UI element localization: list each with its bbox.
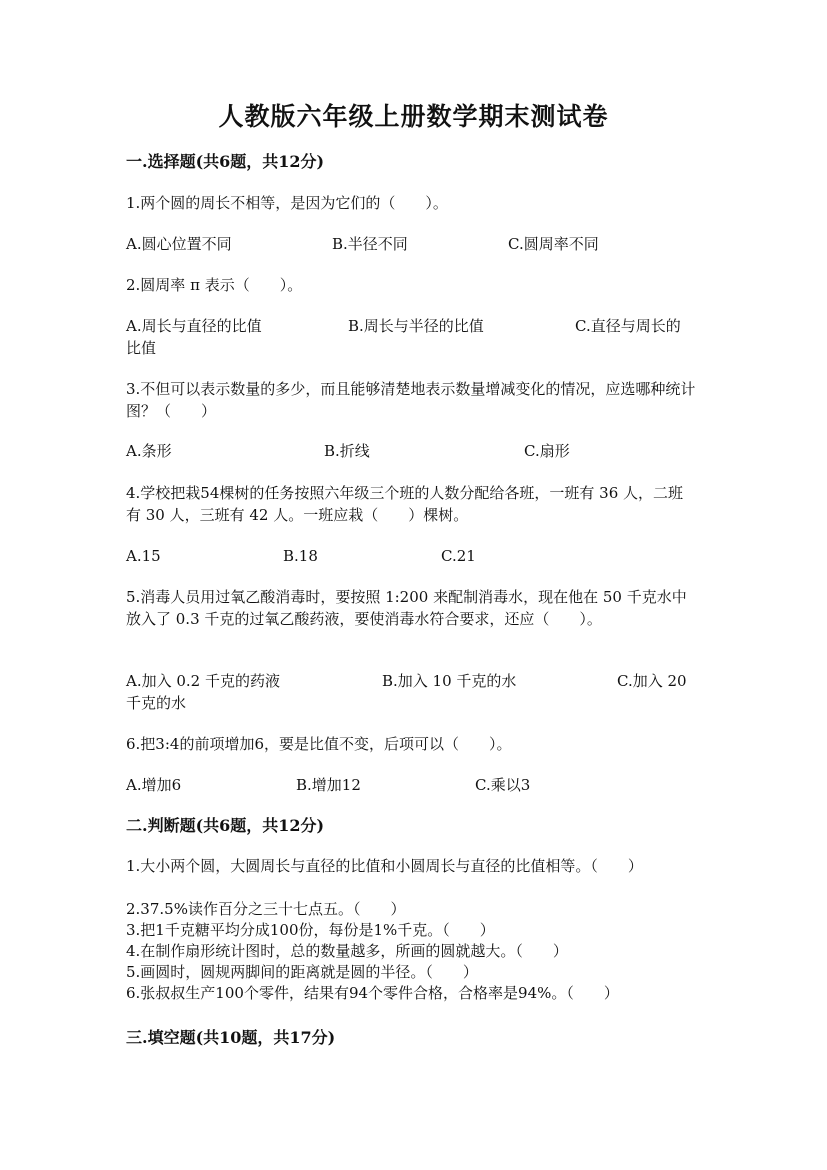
option-c: C.圆周率不同 (508, 235, 599, 253)
question-text: 4.学校把栽54棵树的任务按照六年级三个班的人数分配给各班，一班有 36 人，二班有 30 人，三班有 42 人。一班应栽（ ）棵树。 (126, 484, 684, 524)
section-heading-judge: 二.判断题(共6题，共12分) (126, 816, 325, 835)
option-c: C.加入 20 (617, 672, 687, 690)
section-heading-choice: 一.选择题(共6题，共12分) (126, 152, 325, 171)
section-heading-fill: 三.填空题(共10题，共17分) (126, 1028, 336, 1047)
option-continuation: 比值 (126, 339, 157, 357)
option-a: A.条形 (126, 442, 172, 460)
option-c: C.直径与周长的 (575, 317, 681, 335)
option-a: A.15 (126, 547, 161, 565)
option-row (126, 670, 696, 692)
option-b: B.折线 (324, 442, 370, 460)
option-a: A.增加6 (126, 776, 182, 794)
option-b: B.加入 10 千克的水 (382, 672, 517, 690)
judge-item: 3.把1千克糖平均分成100份，每份是1%千克。（ ） (126, 921, 495, 939)
question-text: 5.消毒人员用过氧乙酸消毒时，要按照 1:200 来配制消毒水，现在他在 50 千克水中放入了 0.3 千克的过氧乙酸药液，要使消毒水符合要求，还应（ ）。 (126, 588, 687, 628)
option-c: C.乘以3 (475, 776, 531, 794)
option-row (126, 774, 696, 796)
option-row (126, 440, 696, 462)
option-b: B.增加12 (296, 776, 361, 794)
option-row (126, 233, 696, 255)
option-a: A.加入 0.2 千克的药液 (126, 672, 280, 690)
page-title: 人教版六年级上册数学期末测试卷 (218, 102, 609, 131)
option-a: A.圆心位置不同 (126, 235, 232, 253)
judge-item: 1.大小两个圆，大圆周长与直径的比值和小圆周长与直径的比值相等。（ ） (126, 857, 643, 875)
option-c: C.扇形 (524, 442, 570, 460)
judge-item: 2.37.5%读作百分之三十七点五。（ ） (126, 900, 406, 918)
option-row (126, 315, 696, 337)
judge-item: 6.张叔叔生产100个零件，结果有94个零件合格，合格率是94%。（ ） (126, 984, 619, 1002)
option-row (126, 545, 696, 567)
option-b: B.18 (283, 547, 318, 565)
judge-item: 5.画圆时，圆规两脚间的距离就是圆的半径。（ ） (126, 963, 478, 981)
question-text: 6.把3:4的前项增加6，要是比值不变，后项可以（ ）。 (126, 735, 512, 753)
question-text: 1.两个圆的周长不相等，是因为它们的（ ）。 (126, 194, 448, 212)
option-b: B.周长与半径的比值 (348, 317, 484, 335)
option-continuation: 千克的水 (126, 694, 187, 712)
judge-item: 4.在制作扇形统计图时，总的数量越多，所画的圆就越大。（ ） (126, 942, 568, 960)
option-a: A.周长与直径的比值 (126, 317, 262, 335)
option-c: C.21 (441, 547, 476, 565)
question-text: 2.圆周率 π 表示（ ）。 (126, 276, 303, 294)
option-b: B.半径不同 (332, 235, 408, 253)
question-text: 3.不但可以表示数量的多少，而且能够清楚地表示数量增减变化的情况，应选哪种统计图？（ ） (126, 380, 696, 420)
